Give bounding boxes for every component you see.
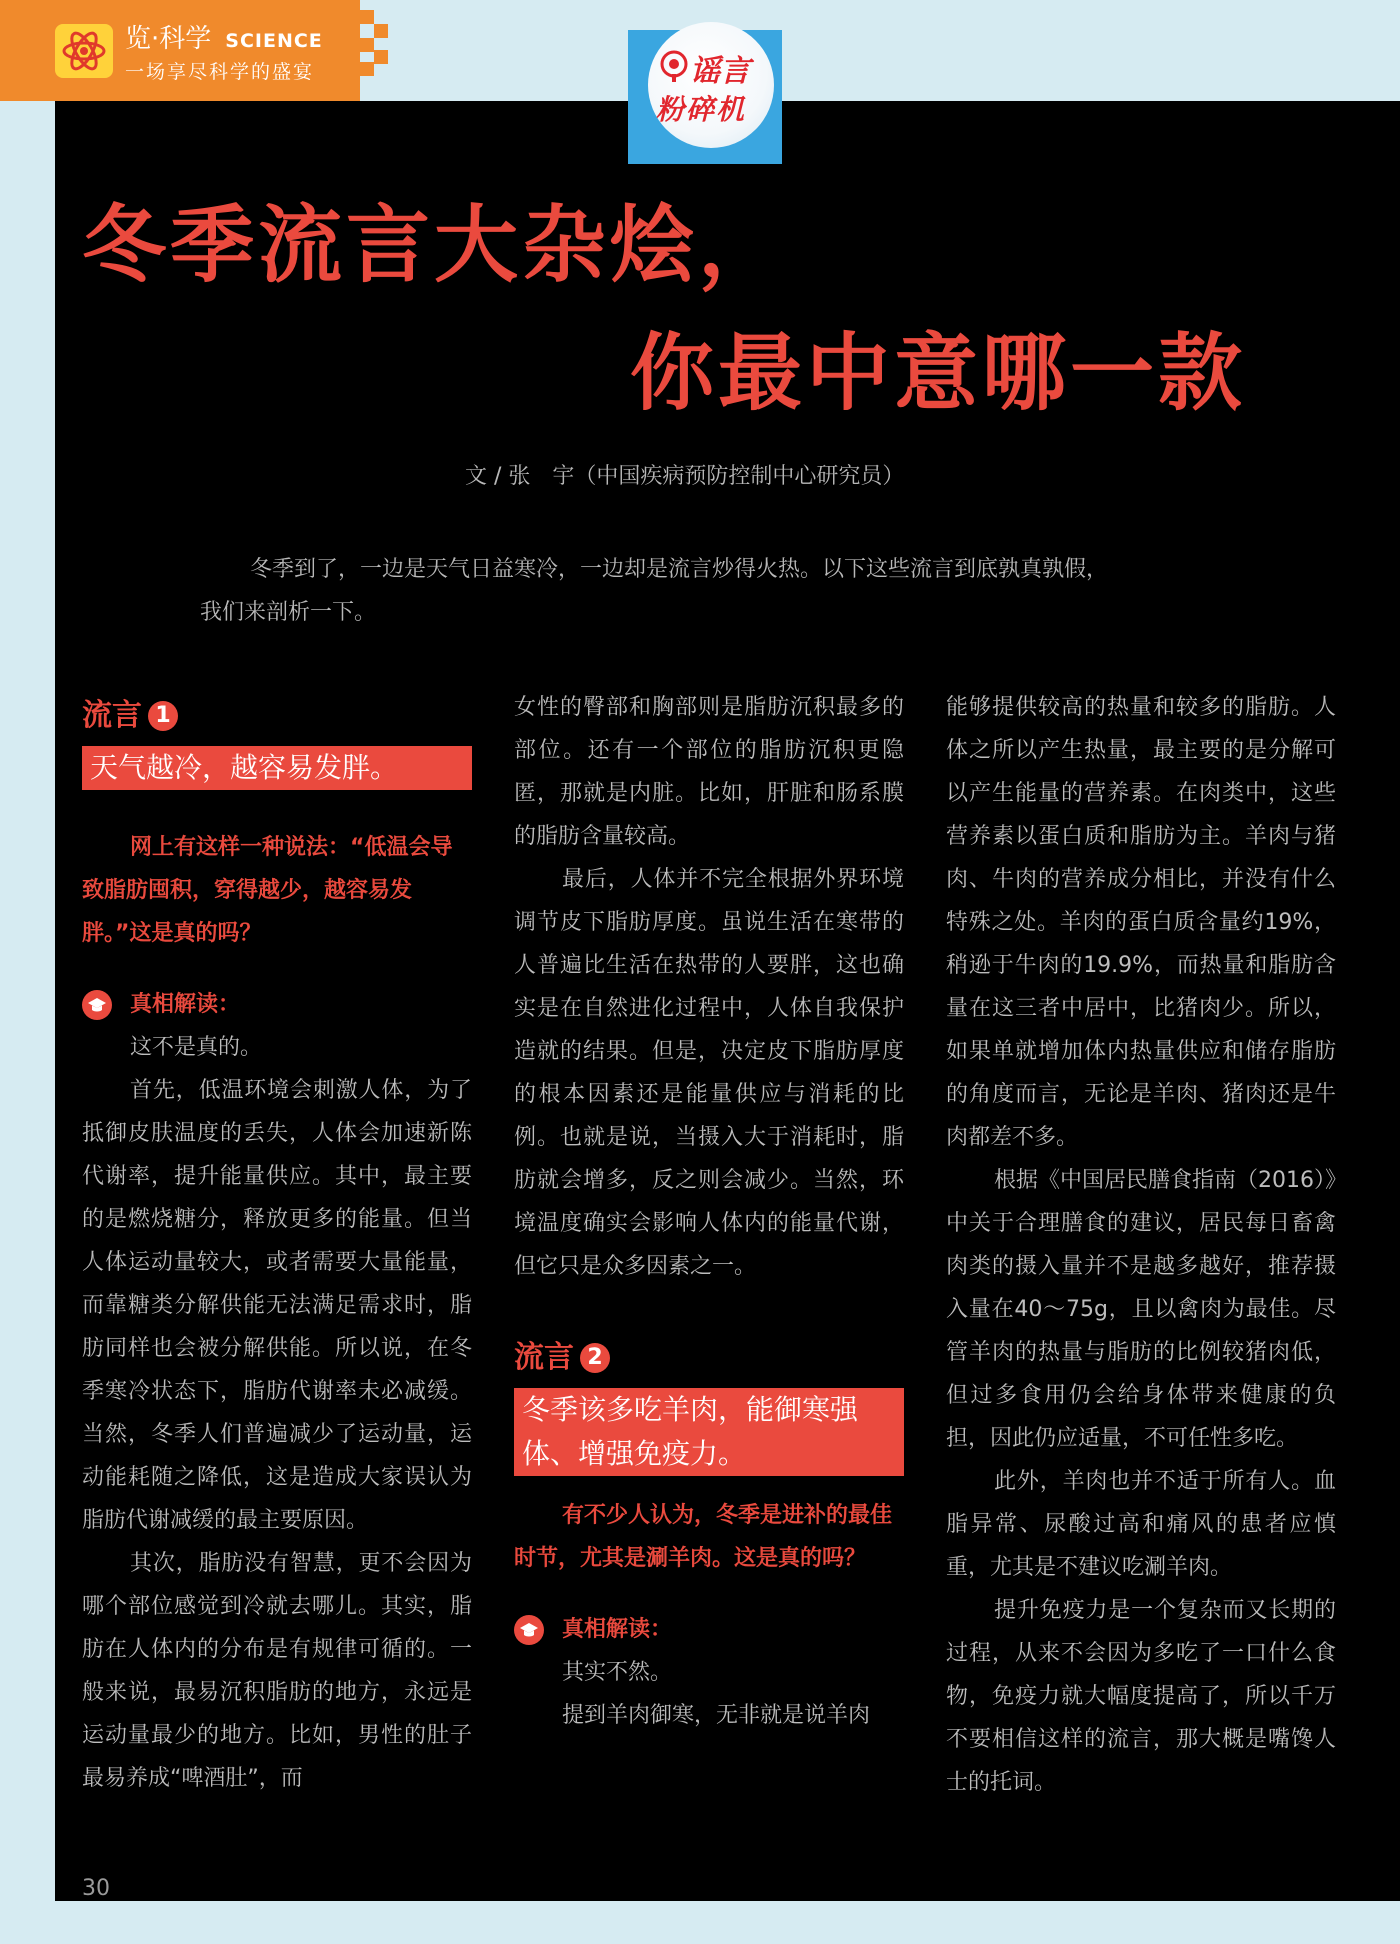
rumor-question: 有不少人认为，冬季是进补的最佳时节，尤其是涮羊肉。这是真的吗？ [514, 1503, 893, 1571]
body-paragraph: 提到羊肉御寒，无非就是说羊肉 [562, 1703, 871, 1728]
rumor-number-badge: 1 [148, 701, 178, 731]
article-title-line1: 冬季流言大杂烩， [82, 196, 787, 294]
body-paragraph: 最后，人体并不完全根据外界环境调节皮下脂肪厚度。虽说生活在寒带的人普遍比生活在热带的人要胖，这也确实是在自然进化过程中，人体自我保护造就的结果。但是，决定皮下脂肪厚度的根本因素还是能量供应与消耗的比例。也就是说，当摄入大于消耗时，脂肪就会增多，反之则会减少。当然，环境温度确实会影响人体内的能量代谢，但它只是众多因素之一。 [514, 867, 904, 1279]
truth-label: 真相解读： [562, 1617, 673, 1642]
rumor-label-text: 流言 [514, 1340, 574, 1375]
page-number: 30 [82, 1876, 110, 1901]
pixel-decoration [360, 62, 374, 76]
truth-heading [514, 1608, 904, 1651]
body-paragraph: 女性的臀部和胸部则是脂肪沉积最多的部位。还有一个部位的脂肪沉积更隐匿，那就是内脏。比如，肝脏和肠系膜的脂肪含量较高。 [514, 695, 904, 849]
column-title: 览·科学 SCIENCE [125, 24, 323, 54]
intro-line2: 我们来剖析一下。 [200, 600, 377, 625]
rumor-label-text: 流言 [82, 698, 142, 733]
rumor-number-badge: 2 [580, 1343, 610, 1373]
rumor-headline: 天气越冷，越容易发胖。 [82, 746, 472, 790]
rumor-headline: 冬季该多吃羊肉，能御寒强体、增强免疫力。 [514, 1388, 904, 1476]
column-3 [946, 686, 1336, 1804]
intro-line1: 冬季到了，一边是天气日益寒冷，一边却是流言炒得火热。以下这些流言到底孰真孰假， [250, 557, 1109, 582]
atom-icon [55, 24, 113, 78]
truth-heading [82, 983, 472, 1026]
body-paragraph: 此外，羊肉也并不适于所有人。血脂异常、尿酸过高和痛风的患者应慎重，尤其是不建议吃涮羊肉。 [946, 1469, 1336, 1580]
microphone-icon [660, 50, 688, 86]
column-slogan: 一场享尽科学的盛宴 [125, 61, 315, 83]
pixel-decoration [360, 10, 374, 24]
column-2 [514, 686, 904, 1737]
column-1 [82, 686, 472, 1800]
body-paragraph: 提升免疫力是一个复杂而又长期的过程，从来不会因为多吃了一口什么食物，免疫力就大幅度提高了，所以千万不要相信这样的流言，那大概是嘴馋人士的托词。 [946, 1598, 1336, 1795]
body-paragraph: 其次，脂肪没有智慧，更不会因为哪个部位感觉到冷就去哪儿。其实，脂肪在人体内的分布是有规律可循的。一般来说，最易沉积脂肪的地方，永远是运动量最少的地方。比如，男性的肚子最易养成“啤酒肚”，而 [82, 1551, 472, 1791]
body-paragraph: 能够提供较高的热量和较多的脂肪。人体之所以产生热量，最主要的是分解可以产生能量的营养素。在肉类中，这些营养素以蛋白质和脂肪为主。羊肉与猪肉、牛肉的营养成分相比，并没有什么特殊之处。羊肉的蛋白质含量约19%，稍逊于牛肉的19.9%，而热量和脂肪含量在这三者中居中，比猪肉少。所以，如果单就增加体内热量供应和储存脂肪的角度而言，无论是羊肉、猪肉还是牛肉都差不多。 [946, 695, 1336, 1150]
byline: 文 / 张 宇（中国疾病预防控制中心研究员） [465, 464, 905, 489]
truth-label: 真相解读： [130, 992, 241, 1017]
badge-line1: 谣言 [690, 54, 750, 89]
intro-paragraph [200, 548, 1210, 634]
pixel-decoration [374, 24, 388, 38]
rumor-label [514, 1328, 904, 1388]
article-title-line2: 你最中意哪一款 [630, 324, 1247, 422]
graduation-cap-icon [514, 1615, 544, 1645]
rumor-label [82, 686, 472, 746]
body-paragraph: 根据《中国居民膳食指南（2016）》中关于合理膳食的建议，居民每日畜禽肉类的摄入量并不是越多越好，推荐摄入量在40～75g，且以禽肉为最佳。尽管羊肉的热量与脂肪的比例较猪肉低，但过多食用仍会给身体带来健康的负担，因此仍应适量，不可任性多吃。 [946, 1168, 1336, 1451]
pixel-decoration [374, 50, 388, 64]
body-paragraph: 首先，低温环境会刺激人体，为了抵御皮肤温度的丢失，人体会加速新陈代谢率，提升能量供应。其中，最主要的是燃烧糖分，释放更多的能量。但当人体运动量较大，或者需要大量能量，而靠糖类分解供能无法满足需求时，脂肪同样也会被分解供能。所以说，在冬季寒冷状态下，脂肪代谢率未必减缓。当然，冬季人们普遍减少了运动量，运动能耗随之降低，这是造成大家误认为脂肪代谢减缓的最主要原因。 [82, 1078, 472, 1533]
badge-line2: 粉碎机 [656, 93, 747, 126]
graduation-cap-icon [82, 990, 112, 1020]
answer-text: 这不是真的。 [130, 1035, 263, 1060]
answer-text: 其实不然。 [562, 1660, 673, 1685]
rumor-question: 网上有这样一种说法：“低温会导致脂肪囤积，穿得越少，越容易发胖。”这是真的吗？ [82, 835, 453, 946]
pixel-decoration [360, 38, 374, 52]
